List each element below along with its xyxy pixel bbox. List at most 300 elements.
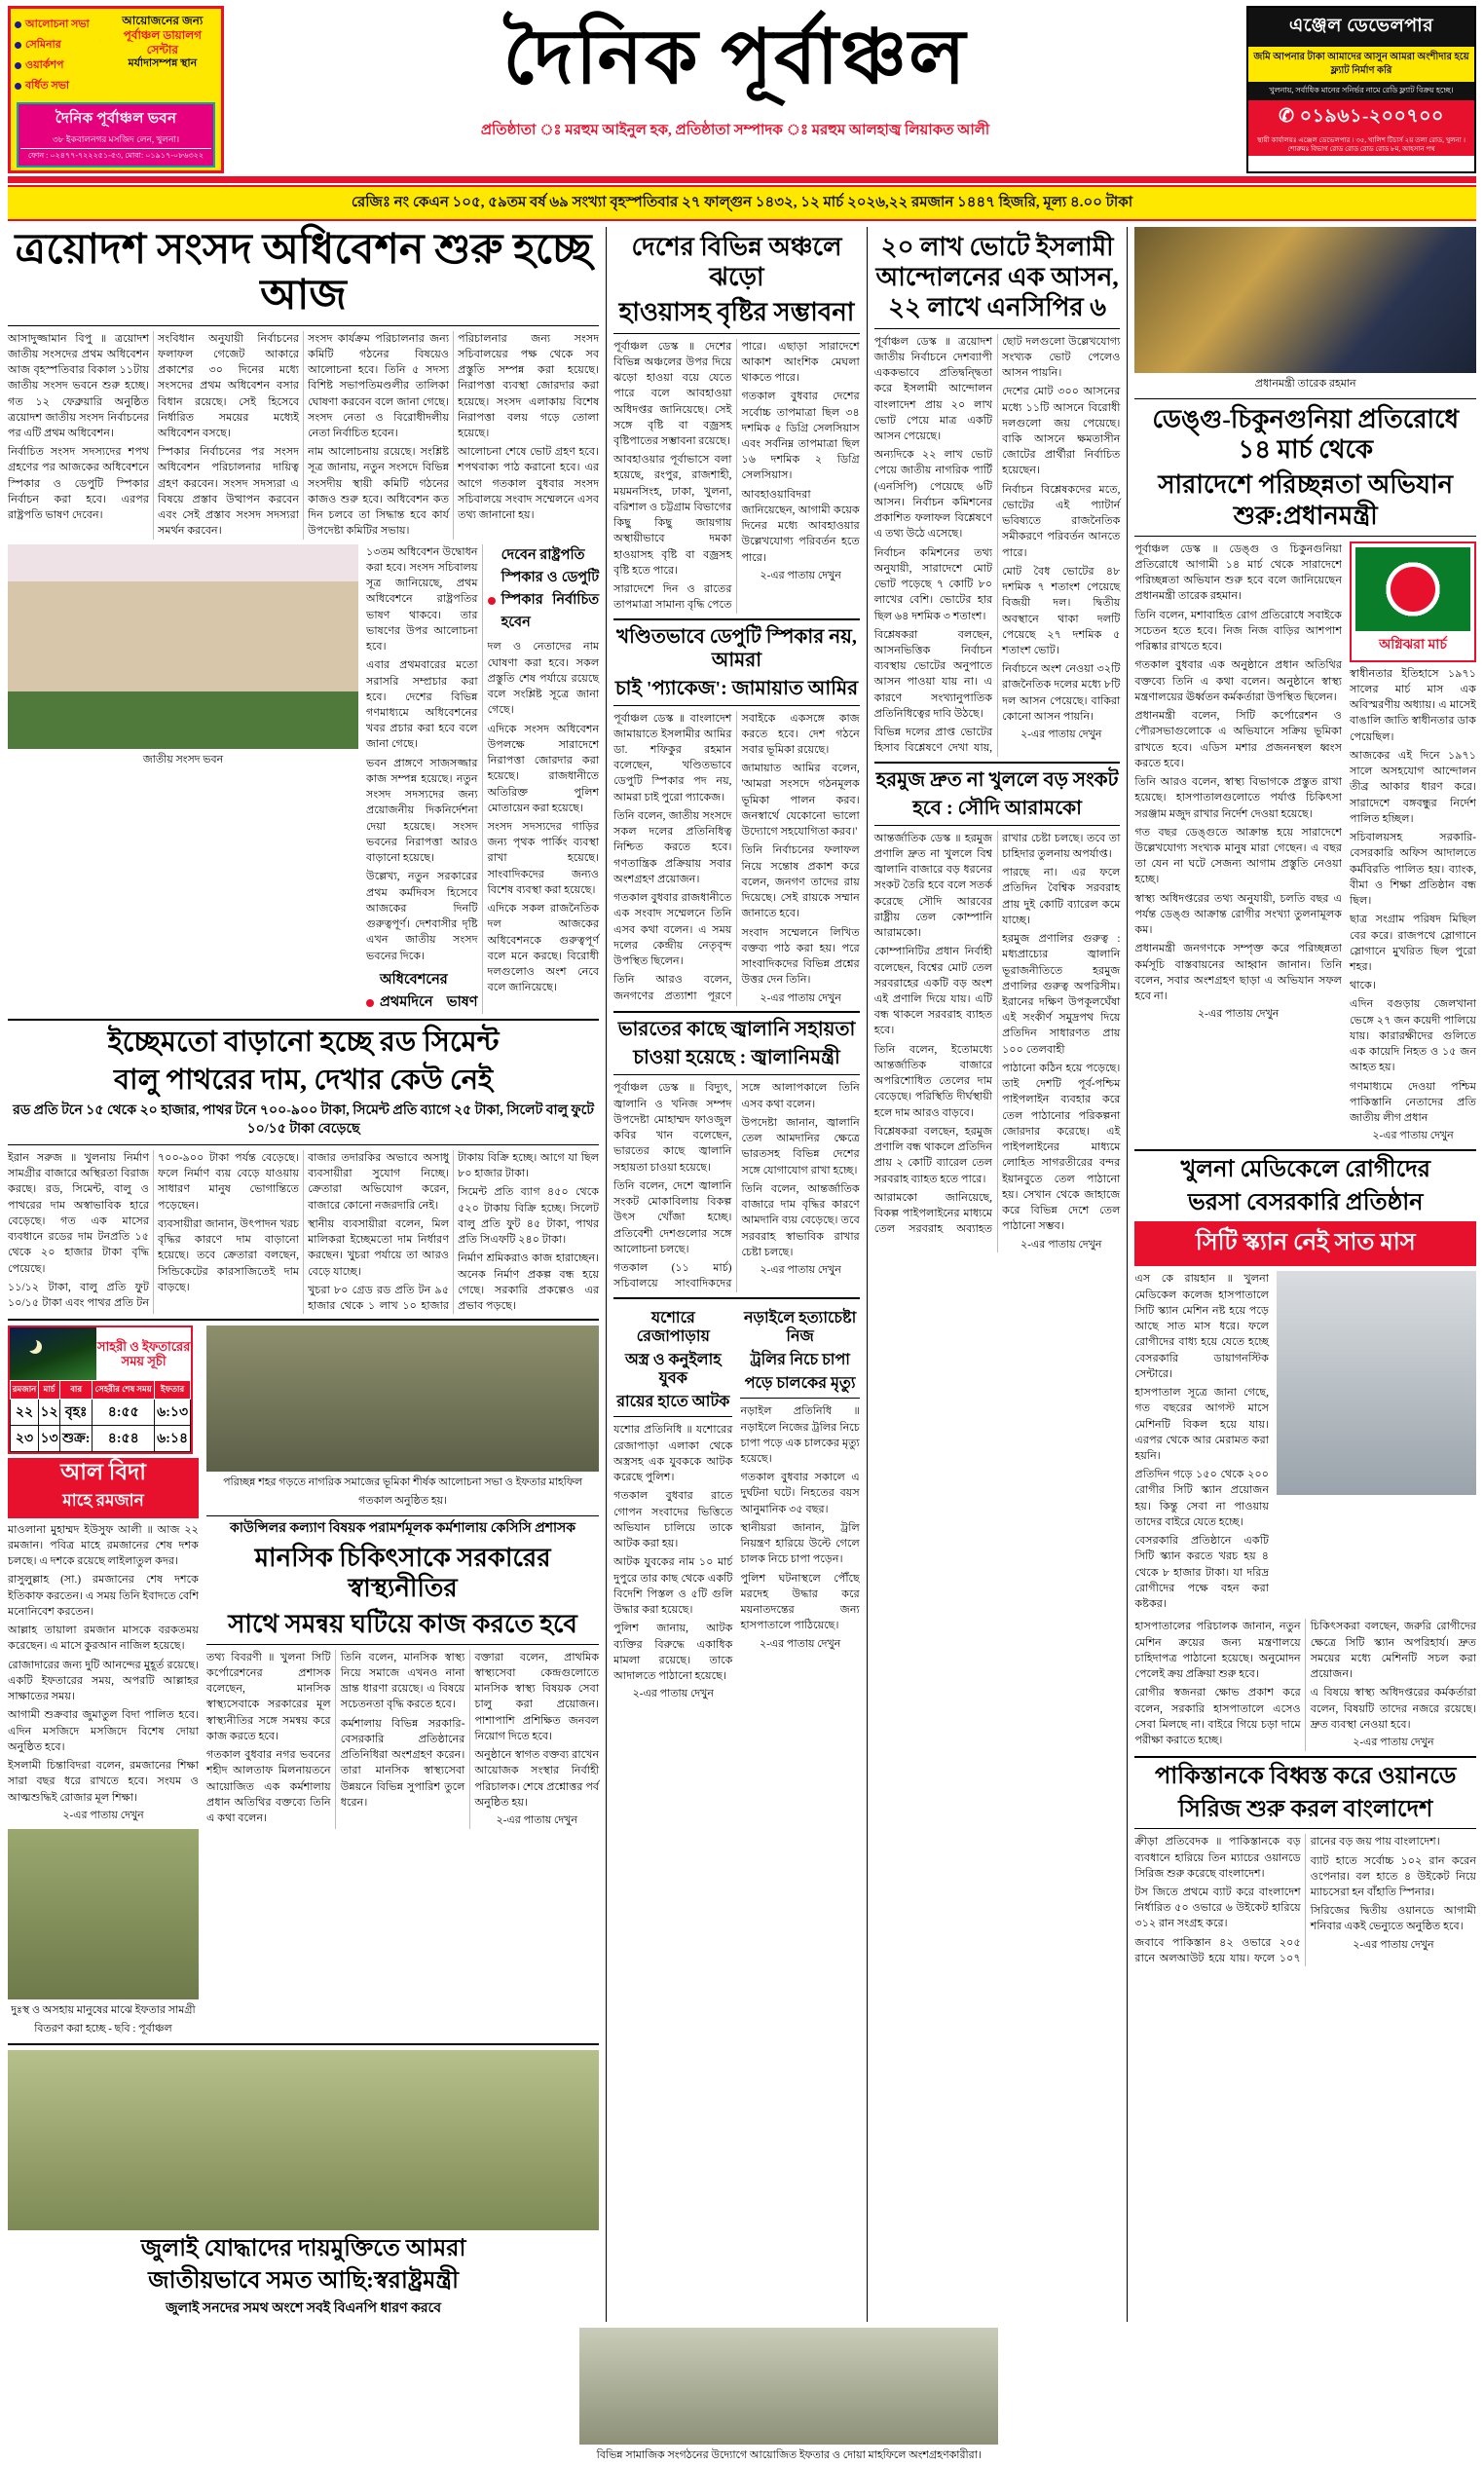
agni-body <box>1350 666 1476 1145</box>
paragraph: বিভিন্ন দলের প্রাপ্ত ভোটের হিসাব বিশ্লেষণে দেখা যায়, ছোট দলগুলো উল্লেখযোগ্য সংখ্যক ভোট পেলেও আসন পায়নি। <box>873 335 1121 755</box>
paragraph: পারছে না। এর ফলে প্রতিদিন বৈশ্বিক সরবরাহ প্রায় দুই কোটি ব্যারেল কমে যাচ্ছে। <box>1002 867 1121 926</box>
ad-right-tagline: খুলনায়, সর্বাধিক মানের সনির্ভর নামে রেডি ফ্ল্যাট বিক্রয় হচ্ছে। <box>1248 82 1474 100</box>
column-rule <box>867 227 868 2322</box>
continued-note: ২-এর পাতায় দেখুন <box>1020 1238 1102 1251</box>
photo-caption: জাতীয় সংসদ ভবন <box>142 753 224 766</box>
divider <box>8 1319 599 1321</box>
paragraph: সিমেন্ট প্রতি ব্যাগ ৪৫০ থেকে ৫২০ টাকায় বিক্রি হচ্ছে। সিলেট বালু প্রতি ফুট ৪৫ টাকা, পাথর প্রতি সিএফটি ২৪০ টাকা। <box>458 1186 600 1247</box>
paragraph: গণমাধ্যমে দেওয়া পশ্চিম পাকিস্তানি নেতাদের প্রতি জাতীয় লীগ প্রধান <box>1350 1080 1477 1125</box>
bottom-strip <box>8 2328 1476 2465</box>
medical-body-wrap <box>1134 1271 1476 1615</box>
column-right <box>1134 227 1476 2322</box>
paragraph: গতকাল বুধবার রাজধানীতে এক সংবাদ সম্মেলনে তিনি এসব কথা বলেন। এ সময় দলের কেন্দ্রীয় নেতৃবৃন্দ উপস্থিত ছিলেন। <box>613 892 732 968</box>
divider <box>8 325 599 326</box>
medical-body-left <box>1134 1271 1269 1615</box>
list-item <box>15 56 108 75</box>
prayer-article-body <box>8 1522 199 1824</box>
paragraph: পরিচালনার জন্য সংসদ সচিবালয়ের পক্ষ থেকে সব প্রস্তুতি সম্পন্ন করা হয়েছে। নিরাপত্তা ব্যবস্থা জোরদার করা হয়েছে। সংসদ এলাকায় বিশেষ নিরাপত্তা বলয় গড়ে তোলা হয়েছে। <box>458 332 600 439</box>
paragraph: নির্বাচনে অংশ নেওয়া ৩২টি রাজনৈতিক দলের মধ্যে ৮টি দল আসন পেয়েছে। বাকিরা কোনো আসন পায়নি। <box>1002 663 1121 723</box>
paragraph: গতকাল বুধবার রাতে গোপন সংবাদের ভিত্তিতে অভিযান চালিয়ে তাকে আটক করা হয়। <box>613 1490 733 1550</box>
ad-bullet-label: আলোচনা সভা <box>25 19 90 30</box>
bullet-dot-icon <box>15 83 21 90</box>
rod-cement-body <box>8 1150 599 1314</box>
paragraph: সংবিধান অনুযায়ী নির্বাচনের ফলাফল গেজেট আকারে প্রকাশের ৩০ দিনের মধ্যে সংসদের প্রথম অধিবেশন বসার বিধান রয়েছে। সেই হিসেবে নির্ধারিত সময়ের মধ্যেই অধিবেশন বসছে। <box>158 332 300 439</box>
hormuz-body <box>874 831 1121 1253</box>
deputy-headline-1: খণ্ডিতভাবে ডেপুটি স্পিকার নয়, আমরা <box>616 625 857 671</box>
masthead <box>8 6 1476 173</box>
column-rule <box>606 227 607 2322</box>
divider <box>740 1398 859 1399</box>
divider <box>206 1644 599 1645</box>
divider <box>1134 1149 1476 1151</box>
ct-photo-wrap <box>1277 1271 1476 1615</box>
paragraph: গতকাল বুধবার এক অনুষ্ঠানে প্রধান অতিথির বক্তব্যে তিনি এ কথা বলেন। অনুষ্ঠানে স্বাস্থ্য মন্ত্রণালয়ের ঊর্ধ্বতন কর্মকর্তারা উপস্থিত ছিলেন। <box>1134 659 1343 703</box>
list-item <box>488 567 600 635</box>
flag-artwork <box>1355 547 1470 631</box>
rod-cement-headline-2: বালু পাথরের দাম, দেখার কেউ নেই <box>114 1064 494 1097</box>
paragraph: সারাদেশে দিন ও রাতের তাপমাত্রা সামান্য বৃদ্ধি পেতে পারে। এছাড়া সারাদেশে আকাশ আংশিক মেঘলা থাকতে পারে। <box>613 340 860 612</box>
masthead-center <box>230 6 1241 173</box>
paragraph: নির্মাণ শ্রমিকরাও কাজ হারাচ্ছেন। অনেক নির্মাণ প্রকল্প বন্ধ হয়ে গেছে। সরকারি প্রকল্পেও এর প্রভাব পড়ছে। <box>458 1252 600 1313</box>
prayer-and-albida <box>8 1326 199 2037</box>
paragraph: গতকাল বুধবার সকালে এ দুর্ঘটনা ঘটে। নিহতের বয়স আনুমানিক ৩৫ বছর। <box>740 1472 860 1515</box>
paragraph: রোগীর স্বজনরা ক্ষোভ প্রকাশ করে বলেন, সরকারি হাসপাতালে এসেও সেবা মিলছে না। বাইরে গিয়ে চড়া দামে পরীক্ষা করাতে হচ্ছে। <box>1134 1687 1301 1746</box>
kcc-block <box>206 1326 599 2037</box>
tractor-headline-3: পড়ে চালকের মৃত্যু <box>744 1375 856 1393</box>
list-item <box>15 77 108 95</box>
divider <box>613 1416 732 1417</box>
continued-note: ২-এর পাতায় দেখুন <box>632 1688 714 1700</box>
paragraph: আলোচনা শেষে ভোট গ্রহণ হবে। শপথবাক্য পাঠ করানো হবে। এর আগে গতকাল বুধবার সংসদ সচিবালয়ে সংবাদ সম্মেলনে এসব তথ্য জানানো হয়। <box>458 446 600 522</box>
red-circle-icon <box>1391 567 1435 612</box>
ad-right-phone-row[interactable] <box>1248 100 1474 135</box>
ad-building-phone: ফোন : ০২৪৭৭-৭২২২৫১-৫৩, মোবা: ০১৯১৭-০৮৬৩২২ <box>20 148 211 163</box>
paragraph: আসাদুজ্জামান বিপু ॥ ত্রয়োদশ জাতীয় সংসদের প্রথম অধিবেশন আজ বৃহস্পতিবার বিকাল ১১টায় জাতীয় সংসদ ভবনে শুরু হচ্ছে। গত ১২ ফেব্রুয়ারি অনুষ্ঠিত ত্রয়োদশ জাতীয় সংসদ নির্বাচনের পর এটি প্রথম অধিবেশন। <box>8 332 150 439</box>
paragraph: হাসপাতালের পরিচালক জানান, নতুন মেশিন ক্রয়ের জন্য মন্ত্রণালয়ে চাহিদাপত্র পাঠানো হয়েছে। অনুমোদন পেলেই ক্রয় প্রক্রিয়া শুরু হবে। <box>1134 1621 1301 1681</box>
phone-icon: ✆ <box>1279 106 1300 127</box>
iftar-distribution-photo <box>8 1829 199 1999</box>
continued-note: ২-এর পাতায় দেখুন <box>62 1809 144 1821</box>
ad-building-name: দৈনিক পূর্বাঞ্চল ভবন <box>55 111 177 127</box>
kcc-headline-1: মানসিক চিকিৎসাকে সরকারের স্বাস্থ্যনীতির <box>254 1544 551 1603</box>
dengue-headline-1: ডেঙ্গু-চিকুনগুনিয়া প্রতিরোধে ১৪ মার্চ থেকে <box>1152 405 1460 465</box>
paragraph: সিরিজের দ্বিতীয় ওয়ানডে আগামী শনিবার একই ভেন্যুতে অনুষ্ঠিত হবে। <box>1310 1905 1477 1933</box>
divider <box>1134 536 1476 537</box>
albida-title: আল বিদা <box>8 1458 199 1487</box>
hormuz-headline-1: হরমুজ দ্রুত না খুললে বড় সংকট <box>875 768 1119 791</box>
july-event-photo <box>8 2050 599 2230</box>
islami-headline: ২০ লাখ ভোটে ইসলামী আন্দোলনের এক আসন, ২২ লাখে এনসিপির ৬ <box>875 233 1119 322</box>
ad-bullet-label: সেমিনার <box>25 39 61 51</box>
ad-line-1: আয়োজনের জন্য <box>122 14 204 27</box>
iftar-meeting-photo <box>206 1326 599 1472</box>
paragraph: তিনি বলেন, মানসিক স্বাস্থ্য নিয়ে সমাজে এখনও নানা ভ্রান্ত ধারণা রয়েছে। এ বিষয়ে সচেতনতা বৃদ্ধি করতে হবে। <box>340 1651 465 1711</box>
divider <box>206 1515 599 1516</box>
jessore-body <box>613 1422 732 1702</box>
agni-title: অগ্নিঝরা মার্চ <box>1379 637 1447 653</box>
paragraph: স্থানীয় ব্যবসায়ীরা বলেন, মিল মালিকরা ইচ্ছেমতো দাম নির্ধারণ করছেন। খুচরা পর্যায়ে তা আরও বেড়ে যাচ্ছে। <box>308 1217 450 1278</box>
paragraph: অন্যদিকে ২২ লাখ ভোট পেয়ে জাতীয় নাগরিক পার্টি (এনসিপি) পেয়েছে ৬টি আসন। নির্বাচন কমিশনের প্রকাশিত ফলাফল বিশ্লেষণে এ তথ্য উঠে এসেছে। <box>873 449 993 541</box>
paragraph: তিনি আরও বলেন, স্বাস্থ্য বিভাগকে প্রস্তুত রাখা হয়েছে। হাসপাতালগুলোতে পর্যাপ্ত চিকিৎসা সরঞ্জাম মজুদ রাখার নির্দেশ দেওয়া হয়েছে। <box>1134 776 1343 820</box>
paragraph: মোট বৈধ ভোটের ৪৮ দশমিক ৭ শতাংশ পেয়েছে বিজয়ী দল। দ্বিতীয় অবস্থানে থাকা দলটি পেয়েছে ২৭ দশমিক ৫ শতাংশ ভোট। <box>1002 565 1121 657</box>
photo-caption: দুঃস্থ ও অসহায় মানুষের মাঝে ইফতার সামগ্রী বিতরণ করা হচ্ছে - ছবি : পূর্বাঞ্চল <box>11 2003 196 2035</box>
bullet-label: স্পিকার ও ডেপুটি স্পিকার নির্বাচিত হবেন <box>501 569 600 631</box>
ad-left-text <box>108 14 217 97</box>
column-lead <box>8 227 599 2322</box>
continued-note: ২-এর পাতায় দেখুন <box>1353 1938 1434 1951</box>
paragraph: পূর্বাঞ্চল ডেস্ক ॥ দেশের বিভিন্ন অঞ্চলের উপর দিয়ে ঝড়ো হাওয়া বয়ে যেতে পারে বলে আবহাওয়া অধিদপ্তর জানিয়েছে। সেই সঙ্গে বৃষ্টি বা বজ্রসহ বৃষ্টিপাতের সম্ভাবনা রয়েছে। <box>613 340 732 447</box>
paragraph: আগামী শুক্রবার জুমাতুল বিদা পালিত হবে। এদিন মসজিদে মসজিদে বিশেষ দোয়া অনুষ্ঠিত হবে। <box>8 1709 199 1753</box>
paragraph: ব্যাট হাতে সর্বোচ্চ ১০২ রান করেন ওপেনার। বল হাতে ৪ উইকেট নিয়ে ম্যাচসেরা হন বাঁহাতি স্পিনার। <box>1310 1854 1477 1898</box>
rainbow-divider <box>8 176 1476 183</box>
cell: শুক্র: <box>60 1426 93 1452</box>
paragraph: স্বাধীনতার ইতিহাসে ১৯৭১ সালের মার্চ মাস এক অবিস্মরণীয় অধ্যায়। এ মাসেই বাঙালি জাতি স্বাধীনতার ডাক পেয়েছিল। <box>1350 667 1477 743</box>
paragraph: অনুষ্ঠানে স্বাগত বক্তব্য রাখেন আয়োজক সংস্থার নির্বাহী পরিচালক। শেষে প্রশ্নোত্তর পর্ব অনুষ্ঠিত হয়। <box>474 1749 600 1809</box>
kcc-body <box>206 1650 599 1829</box>
bottom-event-photo <box>579 2328 998 2445</box>
paragraph: বেসরকারি প্রতিষ্ঠানে একটি সিটি স্ক্যান করতে খরচ হয় ৪ থেকে ৮ হাজার টাকা। যা দরিদ্র রোগীদের পক্ষে বহন করা কষ্টকর। <box>1134 1535 1270 1611</box>
founder-line: প্রতিষ্ঠাতা ঃ মরহুম আইনুল হক, প্রতিষ্ঠাতা সম্পাদক ঃ মরহুম আলহাজ্ব লিয়াকত আলী <box>480 123 990 138</box>
divider <box>8 2043 599 2045</box>
continued-note: ২-এর পাতায় দেখুন <box>759 1637 841 1650</box>
ct-scan-band: সিটি স্ক্যান নেই সাত মাস <box>1134 1221 1476 1266</box>
bottom-event-photo-wrap <box>579 2328 998 2465</box>
divider <box>613 705 860 706</box>
paragraph: পুলিশ ঘটনাস্থলে পৌঁছে মরদেহ উদ্ধার করে ময়নাতদন্তের জন্য হাসপাতালে পাঠিয়েছে। <box>740 1572 860 1632</box>
paragraph: গতকাল বুধবার দেশের সর্বোচ্চ তাপমাত্রা ছিল ৩৪ দশমিক ৫ ডিগ্রি সেলসিয়াস এবং সর্বনিম্ন তাপমাত্রা ছিল ১৬ দশমিক ২ ডিগ্রি সেলসিয়াস। <box>741 391 860 482</box>
paragraph: এবার প্রথমবারের মতো সরাসরি সম্প্রচার করা হবে। দেশের বিভিন্ন গণমাধ্যমে অধিবেশনের খবর প্রচার করা হবে বলে জানা গেছে। <box>366 659 478 751</box>
paragraph: পূর্বাঞ্চল ডেস্ক ॥ ত্রয়োদশ জাতীয় নির্বাচনে দেশব্যাপী এককভাবে প্রতিদ্বন্দ্বিতা করে ইসলামী আন্দোলন বাংলাদেশ প্রায় ২০ লাখ ভোট পেয়ে মাত্র একটি আসন পেয়েছে। <box>873 335 993 442</box>
divider <box>1134 398 1476 399</box>
lower-left-block <box>8 1326 599 2037</box>
paragraph: সংবাদ সম্মেলনে লিখিত বক্তব্য পাঠ করা হয়। পরে সাংবাদিকদের বিভিন্ন প্রশ্নের উত্তর দেন তিনি। <box>741 926 860 987</box>
lead-headline: ত্রয়োদশ সংসদ অধিবেশন শুরু হচ্ছে আজ <box>15 227 592 319</box>
paragraph: আজকের এই দিনে ১৯৭১ সালে অসহযোগ আন্দোলন তীব্র আকার ধারণ করে। সারাদেশে বঙ্গবন্ধুর নির্দেশ পালিত হচ্ছিল। <box>1350 749 1477 825</box>
cell: ৪:৫৫ <box>93 1400 155 1426</box>
ad-bullet-list <box>15 14 108 97</box>
paragraph: আটক যুবকের নাম ১০ মার্চ দুপুরে তার কাছ থেকে একটি বিদেশি পিস্তল ও ৫টি গুলি উদ্ধার করা হয়েছে। <box>613 1556 733 1617</box>
hormuz-headline-2: হবে : সৌদি আরামকো <box>912 797 1082 819</box>
medical-headline-1: খুলনা মেডিকেলে রোগীদের <box>1180 1157 1430 1183</box>
paragraph: তিনি বলেন, দেশে জ্বালানি সংকট মোকাবিলায় বিকল্প উৎস খোঁজা হচ্ছে। প্রতিবেশী দেশগুলোর সঙ্গে আলোচনা চলছে। <box>613 1179 732 1255</box>
cell: ৬:১৩ <box>155 1400 191 1426</box>
fuel-headline-2: চাওয়া হয়েছে : জ্বালানিমন্ত্রী <box>633 1047 840 1069</box>
cell: ৬:১৪ <box>155 1426 191 1452</box>
paragraph: হরমুজ প্রণালির গুরুত্ব : মধ্যপ্রাচ্যের জ্বালানি ভূরাজনীতিতে হরমুজ প্রণালির গুরুত্ব অপরিসীম। ইরানের দক্ষিণ উপকূলঘেঁষা এই সংকীর্ণ সমুদ্রপথ দিয়ে প্রতিদিন সাধারণত প্রায় ১০০ তেলবাহী <box>1002 933 1121 1056</box>
prayer-time-box <box>8 1326 193 1454</box>
paragraph: থাকে। <box>1350 980 1376 992</box>
ad-right-name: এঞ্জেল ডেভেলপার <box>1248 8 1474 47</box>
list-item <box>15 16 108 34</box>
paragraph: তিনি বলেন, মশাবাহিত রোগ প্রতিরোধে সবাইকে সচেতন হতে হবে। নিজ নিজ বাড়ির আশপাশ পরিষ্কার রাখতে হবে। <box>1134 609 1343 654</box>
prayer-box-header <box>10 1327 191 1380</box>
paragraph: এদিকে সংসদ অধিবেশন উপলক্ষে সারাদেশে নিরাপত্তা জোরদার করা হয়েছে। রাজধানীতে অতিরিক্ত পুলিশ মোতায়েন করা হয়েছে। <box>487 723 600 814</box>
divider <box>613 1297 860 1299</box>
paragraph: ইসলামী চিন্তাবিদরা বলেন, রমজানের শিক্ষা সারা বছর ধরে রাখতে হবে। সংযম ও আত্মশুদ্ধিই রোজার মূল শিক্ষা। <box>8 1760 199 1804</box>
july-subhead: জুলাই সনদের সমথ অংশে সবই বিএনপি ধারণ করবে <box>166 2300 441 2316</box>
col-sehri: সেহরীর শেষ সময় <box>93 1381 155 1400</box>
paragraph: তিনি বলেন, জাতীয় সংসদে সকল দলের প্রতিনিধিত্ব নিশ্চিত করতে হবে। গণতান্ত্রিক প্রক্রিয়ায় সবার অংশগ্রহণ প্রয়োজন। <box>613 809 732 885</box>
paragraph: কোম্পানিটির প্রধান নির্বাহী বলেছেন, বিশ্বের মোট তেল সরবরাহের একটি বড় অংশ এই প্রণালি দিয়ে যায়। এটি বন্ধ থাকলে সরবরাহ ব্যাহত হবে। <box>873 946 993 1037</box>
paragraph: বক্তারা বলেন, প্রাথমিক স্বাস্থ্যসেবা কেন্দ্রগুলোতে মানসিক স্বাস্থ্য বিষয়ক সেবা চালু করা প্রয়োজন। পাশাপাশি প্রশিক্ষিত জনবল নিয়োগ দিতে হবে। <box>474 1651 600 1742</box>
dengue-body <box>1134 542 1342 1145</box>
parliament-building-photo <box>8 544 358 749</box>
weather-headline-1: দেশের বিভিন্ন অঞ্চলে ঝড়ো <box>631 233 842 292</box>
paragraph: নড়াইল প্রতিনিধি ॥ নড়াইলে নিজের ট্রলির নিচে চাপা পড়ে এক চালকের মৃত্যু হয়েছে। <box>740 1405 860 1465</box>
main-content <box>8 227 1476 2322</box>
paragraph: পুলিশ জানায়, আটক ব্যক্তির বিরুদ্ধে একাধিক মামলা রয়েছে। তাকে আদালতে পাঠানো হয়েছে। <box>613 1623 733 1682</box>
photo-caption: পরিচ্ছন্ন শহর গড়তে নাগরিক সমাজের ভূমিকা শীর্ষক আলোচনা সভা ও ইফতার মাহফিল গতকাল অনুষ্ঠিত হয়। <box>223 1476 583 1508</box>
lead-photo-and-text <box>8 544 599 1014</box>
paragraph: পূর্বাঞ্চল ডেস্ক ॥ বাংলাদেশ জামায়াতে ইসলামীর আমির ডা. শফিকুর রহমান বলেছেন, খণ্ডিতভাবে ডেপুটি স্পিকার পদ নয়, আমরা চাই পুরো প্যাকেজ। <box>613 712 732 803</box>
divider <box>613 1011 860 1013</box>
mosque-night-image <box>10 1327 96 1380</box>
bullet-dot-icon <box>15 21 21 28</box>
lead-body <box>8 331 599 540</box>
ad-bullet-label: ওয়ার্কশপ <box>25 59 64 71</box>
kcc-headline-2: সাথে সমন্বয় ঘটিয়ে কাজ করতে হবে <box>228 1609 577 1638</box>
paragraph: ১১/১২ টাকা, বালু প্রতি ফুট ১০/১৫ টাকা এবং পাথর প্রতি টন ৭০০-৯০০ টাকা পর্যন্ত বেড়েছে। ফলে নির্মাণ ব্যয় বেড়ে যাওয়ায় সাধারণ মানুষ ভোগান্তিতে পড়েছেন। <box>8 1151 300 1310</box>
jessore-headline-3: রায়ের হাতে আটক <box>616 1394 730 1411</box>
islami-body <box>874 334 1121 757</box>
paragraph: নাম আলোচনায় রয়েছে। সংশ্লিষ্ট সূত্র জানায়, নতুন সংসদে বিভিন্ন সংসদীয় স্থায়ী কমিটি গঠনের কাজও শুরু হবে। অধিবেশন কত দিন চলবে তা সিদ্ধান্ত হবে কার্য উপদেষ্টা কমিটির সভায়। <box>308 446 450 538</box>
paragraph: গত বছর ডেঙ্গুতে আক্রান্ত হয়ে সারাদেশে উল্লেখযোগ্য সংখ্যক মানুষ মারা গেছেন। এ বছর তা যেন না ঘটে সেজন্য আগাম প্রস্তুতি নেওয়া হচ্ছে। <box>1134 826 1343 886</box>
col-iftar: ইফতার <box>155 1381 191 1400</box>
paragraph: তিনি আরও বলেন, জনগণের প্রত্যাশা পূরণে সবাইকে একসঙ্গে কাজ করতে হবে। দেশ গঠনে সবার ভূমিকা রয়েছে। <box>613 712 860 1002</box>
paragraph: ইরান সরুজ ॥ খুলনায় নির্মাণ সামগ্রীর বাজারে অস্থিরতা বিরাজ করছে। রড, সিমেন্ট, বালু ও পাথরের দাম অস্বাভাবিক হারে বেড়েছে। গত এক মাসের ব্যবধানে রডের দাম টনপ্রতি ১৫ থেকে ২০ হাজার টাকা বৃদ্ধি পেয়েছে। <box>8 1151 150 1275</box>
deputy-headline-2: চাই 'প্যাকেজ': জামায়াত আমির <box>614 677 859 699</box>
paragraph: ১৩তম অধিবেশন উদ্বোধন করা হবে। সংসদ সচিবালয় সূত্র জানিয়েছে, প্রথম অধিবেশনে রাষ্ট্রপতির ভাষণ থাকবে। তার ভাষণের উপর আলোচনা হবে। <box>366 545 478 654</box>
ct-scan-machine-photo <box>1277 1271 1476 1495</box>
ad-building-address: ৩৮ ইকবালনগর মসজিদ লেন, খুলনা। <box>52 134 180 144</box>
ad-right-phone: ০১৯৬১-২০০৭০০ <box>1299 106 1444 127</box>
bullet-dot-icon <box>366 999 374 1007</box>
paragraph: দল ও নেতাদের নাম ঘোষণা করা হবে। সকল প্রস্তুতি শেষ পর্যায়ে রয়েছে বলে সংশ্লিষ্ট সূত্রে জানা গেছে। <box>487 641 600 717</box>
prayer-box-title: সাহরী ও ইফতারের সময় সূচী <box>96 1327 191 1380</box>
paragraph: নির্বাচিত সংসদ সদস্যদের শপথ গ্রহণের পর আজকের অধিবেশনে স্পিকার ও ডেপুটি স্পিকার নির্বাচন করা হবে। এরপর রাষ্ট্রপতি ভাষণ দেবেন। <box>8 446 150 522</box>
paragraph: হাসপাতাল সূত্রে জানা গেছে, গত বছরের আগস্ট মাসে মেশিনটি বিকল হয়ে যায়। এরপর থেকে আর মেরামত করা হয়নি। <box>1134 1387 1270 1463</box>
cell: ১৩ <box>38 1426 59 1452</box>
paragraph: পূর্বাঞ্চল ডেস্ক ॥ বিদ্যুৎ, জ্বালানি ও খনিজ সম্পদ উপদেষ্টা মোহাম্মদ ফাওজুল কবির খান বলেছেন, ভারতের কাছে জ্বালানি সহায়তা চাওয়া হয়েছে। <box>613 1082 732 1174</box>
deputy-body <box>613 711 860 1007</box>
cricket-headline-1: পাকিস্তানকে বিধ্বস্ত করে ওয়ানডে <box>1154 1764 1457 1790</box>
paragraph: বিশ্লেষকরা বলছেন, আসনভিত্তিক নির্বাচন ব্যবস্থায় ভোটের অনুপাতে আসন পাওয়া যায় না। এ কারণে সংখ্যানুপাতিক প্রতিনিধিত্বের দাবি উঠছে। <box>873 628 993 720</box>
divider <box>613 1074 860 1075</box>
paragraph: পূর্বাঞ্চল ডেস্ক ॥ ডেঙ্গু ও চিকুনগুনিয়া প্রতিরোধে আগামী ১৪ মার্চ থেকে সারাদেশে পরিচ্ছন্নতা অভিযান শুরু হবে বলে জানিয়েছেন প্রধানমন্ত্রী তারেক রহমান। <box>1134 542 1343 603</box>
paragraph: আন্তর্জাতিক ডেস্ক ॥ হরমুজ প্রণালি দ্রুত না খুললে বিশ্ব জ্বালানি বাজারে বড় ধরনের সংকট তৈরি হবে বলে সতর্ক করেছে সৌদি আরবের রাষ্ট্রীয় তেল কোম্পানি আরামকো। <box>873 832 993 940</box>
two-briefs <box>613 1304 860 1703</box>
list-item <box>15 36 108 55</box>
july-headline-1: জুলাই যোদ্ধাদের দায়মুক্তিতে আমরা <box>140 2235 466 2261</box>
continued-note: ২-এর পাতায় দেখুন <box>760 569 841 581</box>
paragraph: স্বাস্থ্য অধিদপ্তরের তথ্য অনুযায়ী, চলতি বছর এ পর্যন্ত ডেঙ্গু আক্রান্ত রোগীর সংখ্যা তুলনামূলক কম। <box>1134 892 1343 937</box>
paragraph: দেশের মোট ৩০০ আসনের মধ্যে ১১টি আসনে বিরোধী দলগুলো জয় পেয়েছে। বাকি আসনে ক্ষমতাসীন জোটের প্রার্থীরা নির্বাচিত হয়েছেন। <box>1002 386 1121 477</box>
paragraph: তিনি বলেন, ইতোমধ্যে আন্তর্জাতিক বাজারে অপরিশোধিত তেলের দাম বেড়েছে। পরিস্থিতি দীর্ঘস্থায়ী হলে দাম আরও বাড়বে। <box>873 1043 993 1119</box>
bottom-left-spacer <box>8 2328 572 2465</box>
col-march: মার্চ <box>38 1381 59 1400</box>
paragraph: আবহাওয়ার পূর্বাভাসে বলা হয়েছে, রংপুর, রাজশাহী, ময়মনসিংহ, ঢাকা, খুলনা, বরিশাল ও চট্টগ্রাম বিভাগের কিছু কিছু জায়গায় অস্থায়ীভাবে দমকা হাওয়াসহ বৃষ্টি বা বজ্রসহ বৃষ্টি হতে পারে। <box>613 454 732 577</box>
divider <box>613 333 860 334</box>
paragraph: ভবন প্রাঙ্গণে সাজসজ্জার কাজ সম্পন্ন হয়েছে। নতুন সংসদ সদস্যদের জন্য প্রয়োজনীয় দিকনির্দেশনা দেয়া হয়েছে। সংসদ ভবনের নিরাপত্তা আরও বাড়ানো হয়েছে। <box>366 757 478 865</box>
divider <box>874 762 1121 764</box>
paragraph: প্রতিদিন গড়ে ১৫০ থেকে ২০০ রোগীর সিটি স্ক্যান প্রয়োজন হয়। কিন্তু সেবা না পাওয়ায় তাদের বাইরে যেতে হচ্ছে। <box>1134 1469 1270 1528</box>
tractor-headline-2: ট্রলির নিচে চাপা <box>750 1351 850 1368</box>
paragraph: ব্যবসায়ীরা জানান, উৎপাদন খরচ বৃদ্ধির কারণে দাম বাড়ানো হয়েছে। তবে ক্রেতারা বলছেন, সিন্ডিকেটের কারসাজিতেই দাম বাড়ছে। <box>158 1217 300 1293</box>
ad-left-dialogue-center[interactable] <box>8 6 224 173</box>
paragraph: ছাত্র সংগ্রাম পরিষদ মিছিল বের করে। রাজপথে স্লোগানে স্লোগানে মুখরিত ছিল পুরো শহর। <box>1350 914 1477 973</box>
paragraph: গতকাল বুধবার নগর ভবনের শহীদ আলতাফ মিলনায়তনে আয়োজিত এক কর্মশালায় প্রধান অতিথির বক্তব্যে তিনি এ কথা বলেন। <box>206 1749 331 1825</box>
fuel-body <box>613 1080 860 1291</box>
ad-left-building-block <box>17 102 215 168</box>
paragraph: মাওলানা মুহাম্মদ ইউসুফ আলী ॥ আজ ২২ রমজান। পবিত্র মাহে রমজানের শেষ দশক চলছে। এ দশকে রয়েছে লাইলাতুল কদর। <box>8 1523 199 1568</box>
dateline-bar: রেজিঃ নং কেএন ১০৫, ৫৯তম বর্ষ ৬৯ সংখ্যা বৃহস্পতিবার ২৭ ফাল্গুন ১৪৩২, ১২ মার্চ ২০২৬,২২ রমজান ১৪৪৭ হিজরি, মূল্য ৪.০০ টাকা <box>8 185 1476 221</box>
col-ramadan: রমজান <box>11 1381 39 1400</box>
continued-note: ২-এর পাতায় দেখুন <box>760 991 841 1004</box>
paragraph: বাজার তদারকির অভাবে অসাধু ব্যবসায়ীরা সুযোগ নিচ্ছে। ক্রেতারা অভিযোগ করেন, বাজারে কোনো নজরদারি নেই। <box>308 1151 450 1212</box>
rod-cement-headline-1: ইচ্ছেমতো বাড়ানো হচ্ছে রড সিমেন্ট <box>107 1027 500 1059</box>
cell: বৃহঃ <box>60 1400 93 1426</box>
moon-icon <box>23 1337 37 1351</box>
column-rule <box>1127 227 1128 2322</box>
bottom-right-spacer <box>1006 2328 1476 2465</box>
bullet-dot-icon <box>15 62 21 69</box>
paragraph: নির্বাচন কমিশনের তথ্য অনুযায়ী, সারাদেশে মোট ভোট পড়েছে ৭ কোটি ৮০ লাখের বেশি। ভোটের হার ছিল ৬৪ দশমিক ৩ শতাংশ। <box>873 546 993 622</box>
wave-decoration-icon <box>99 13 102 69</box>
continued-note: ২-এর পাতায় দেখুন <box>1353 1737 1434 1748</box>
divider <box>874 328 1121 329</box>
paragraph: এ বিষয়ে স্বাস্থ্য অধিদপ্তরের কর্মকর্তারা বলেন, বিষয়টি তাদের নজরে রয়েছে। দ্রুত ব্যবস্থা নেওয়া হবে। <box>1310 1687 1477 1731</box>
agni-column <box>1350 542 1476 1145</box>
newspaper-title: দৈনিক পূর্বাঞ্চল <box>502 15 968 99</box>
paragraph: এস কে রায়হান ॥ খুলনা মেডিকেল কলেজ হাসপাতালে সিটি স্ক্যান মেশিন নষ্ট হয়ে পড়ে আছে সাত মাস ধরে। ফলে রোগীদের বাধ্য হয়ে যেতে হচ্ছে বেসরকারি ডায়াগনস্টিক সেন্টারে। <box>1134 1273 1270 1380</box>
ad-left-top <box>13 11 219 100</box>
bullet-dot-icon <box>15 42 21 49</box>
paragraph: রোজাদারের জন্য দুটি আনন্দের মুহূর্ত রয়েছে। একটি ইফতারের সময়, অপরটি আল্লাহর সাক্ষাতের সময়। <box>8 1659 199 1703</box>
continued-note: ২-এর পাতায় দেখুন <box>1020 728 1102 741</box>
prayer-time-table <box>10 1380 191 1452</box>
kcc-kicker: কাউন্সিলর কল্যাণ বিষয়ক পরামর্শমূলক কর্মশালায় কেসিসি প্রশাসক <box>230 1521 576 1537</box>
divider <box>1134 1828 1476 1829</box>
photo-caption: প্রধানমন্ত্রী তারেক রহমান <box>1254 378 1356 390</box>
cricket-body <box>1134 1834 1476 1966</box>
divider <box>613 618 860 620</box>
bullet-label: অধিবেশনের প্রথমদিনে ভাষণ দেবেন রাষ্ট্রপতি <box>380 546 585 1010</box>
jessore-brief <box>613 1304 732 1703</box>
column-islami-hormuz <box>874 227 1121 2322</box>
paragraph: উল্লেখ্য, নতুন সরকারের প্রথম কর্মদিবস হিসেবে আজকের দিনটি গুরুত্বপূর্ণ। দেশবাসীর দৃষ্টি এখন জাতীয় সংসদ ভবনের দিকে। <box>366 871 478 962</box>
lead-body-2 <box>366 544 599 1014</box>
rod-cement-subhead: রড প্রতি টনে ১৫ থেকে ২০ হাজার, পাথর টনে ৭০০-৯০০ টাকা, সিমেন্ট প্রতি ব্যাগে ২৫ টাকা, সিলেট বালু ফুটে ১০/১৫ টাকা বেড়েছে <box>13 1102 594 1138</box>
ad-right-angel-developer[interactable] <box>1246 6 1476 173</box>
continued-note: ২-এর পাতায় দেখুন <box>760 1264 841 1277</box>
photo-caption: বিভিন্ন সামাজিক সংগঠনের উদ্যোগে আয়োজিত ইফতার ও দোয়া মাহফিলে অংশগ্রহণকারীরা। <box>596 2449 982 2462</box>
jessore-headline-1: যশোরে রেজাপাড়ায় <box>636 1309 710 1345</box>
continued-note: ২-এর পাতায় দেখুন <box>1372 1130 1454 1142</box>
paragraph: আবহাওয়াবিদরা জানিয়েছেন, আগামী কয়েক দিনের মধ্যে আবহাওয়ার উল্লেখযোগ্য পরিবর্তন হতে পারে। <box>741 488 860 564</box>
divider <box>1134 1756 1476 1758</box>
divider <box>8 1144 599 1145</box>
paragraph: যশোর প্রতিনিধি ॥ যশোরের রেজাপাড়া এলাকা থেকে অস্ত্রসহ এক যুবককে আটক করেছে পুলিশ। <box>613 1424 733 1484</box>
ad-bullet-label: বর্ধিত সভা <box>25 80 70 92</box>
paragraph: সংসদ কার্যক্রম পরিচালনার জন্য কমিটি গঠনের বিষয়েও আলোচনা হবে। তিনি ৫ সদস্য বিশিষ্ট সভাপতিমণ্ডলীর তালিকা ঘোষণা করবেন বলে জানা গেছে। সংসদ নেতা ও বিরোধীদলীয় নেতা নির্বাচিত হবেন। <box>308 332 450 439</box>
paragraph: নির্বাচন বিশ্লেষকদের মতে, ভোটের এই প্যাটার্ন ভবিষ্যতে রাজনৈতিক সমীকরণে পরিবর্তন আনতে পারে। <box>1002 483 1121 559</box>
weather-headline-2: হাওয়াসহ বৃষ্টির সম্ভাবনা <box>618 298 855 327</box>
paragraph: স্পিকার নির্বাচনের পর সংসদ অধিবেশন পরিচালনার দায়িত্ব গ্রহণ করবেন। সংসদ সদস্যরা এ বিষয়ে প্রস্তাব উত্থাপন করবেন এবং সেই প্রস্তাব সংসদ সদস্যরা সমর্থন করবেন। <box>158 446 300 538</box>
paragraph: তিনি বলেন, আন্তর্জাতিক বাজারে দাম বৃদ্ধির কারণে আমদানি ব্যয় বেড়েছে। তবে সরবরাহ স্বাভাবিক রাখার চেষ্টা চলছে। <box>741 1182 860 1258</box>
col-day: বার <box>60 1381 93 1400</box>
medical-headline-2: ভরসা বেসরকারি প্রতিষ্ঠান <box>1187 1189 1424 1215</box>
paragraph: চিকিৎসকরা বলছেন, জরুরি রোগীদের ক্ষেত্রে সিটি স্ক্যান অপরিহার্য। দ্রুত সময়ের মধ্যে মেশিনটি সচল করা প্রয়োজন। <box>1310 1621 1477 1681</box>
paragraph: উপদেষ্টা জানান, জ্বালানি তেল আমদানির ক্ষেত্রে ভারতসহ বিভিন্ন দেশের সঙ্গে যোগাযোগ রাখা হচ্ছে। <box>741 1116 860 1176</box>
ad-line-2: পূর্বাঞ্চল ডায়ালগ সেন্টার <box>123 28 203 56</box>
ad-line-3: মর্যাদাসম্পন্ন স্থান <box>128 57 198 69</box>
paragraph: খুচরা ৮০ গ্রেড রড প্রতি টন ৯৫ হাজার থেকে ১ লাখ ১০ হাজার টাকায় বিক্রি হচ্ছে। আগে যা ছিল ৮০ হাজার টাকা। <box>308 1151 600 1313</box>
bullet-dot-icon <box>488 597 496 605</box>
july-headline-2: জাতীয়ভাবে সমত আছি:স্বরাষ্ট্রমন্ত্রী <box>148 2268 459 2295</box>
paragraph: জামায়াত আমির বলেন, 'আমরা সংসদে গঠনমূলক ভূমিকা পালন করব। জনস্বার্থে যেকোনো ভালো উদ্যোগে সহযোগিতা করব।' <box>741 763 860 839</box>
table-row <box>11 1426 191 1452</box>
lead-photo-wrap <box>8 544 358 1014</box>
cell: ৪:৫৪ <box>93 1426 155 1452</box>
ad-right-pitch: জমি আপনার টাকা আমাদের আসুন আমরা অংশীদার হয়ে ফ্ল্যাট নির্মাণ করি <box>1248 47 1474 82</box>
weather-body <box>613 339 860 614</box>
paragraph: সচিবালয়সহ সরকারি-বেসরকারি অফিস আদালতে কর্মবিরতি পালিত হয়। ব্যাংক, বীমা ও শিক্ষা প্রতিষ্ঠান বন্ধ ছিল। <box>1350 832 1477 908</box>
prime-minister-photo <box>1134 227 1476 373</box>
tractor-body <box>740 1403 859 1652</box>
paragraph: পাঠানো কঠিন হয়ে পড়েছে। তাই দেশটি পূর্ব-পশ্চিম পাইপলাইন ব্যবহার করে তেল পাঠানোর পরিকল্পনা জোরদার করেছে। এই পাইপলাইনের মাধ্যমে লোহিত সাগরতীরের বন্দর ইয়ানবুতে তেল পাঠানো হয়। সেখান থেকে জাহাজে করে বিভিন্ন দেশে তেল পাঠানো সম্ভব। <box>1002 1062 1121 1233</box>
jessore-headline-2: অস্ত্র ও কনুইলাহ যুবক <box>624 1351 722 1388</box>
paragraph: আরামকো জানিয়েছে, বিকল্প পাইপলাইনের মাধ্যমে তেল সরবরাহ অব্যাহত রাখার চেষ্টা চলছে। তবে তা চাহিদার তুলনায় অপর্যাপ্ত। <box>873 832 1121 1236</box>
paragraph: সংসদ সদস্যদের গাড়ির জন্য পৃথক পার্কিং ব্যবস্থা রাখা হয়েছে। সাংবাদিকদের জন্যও বিশেষ ব্যবস্থা করা হয়েছে। <box>487 820 600 896</box>
cricket-headline-2: সিরিজ শুরু করল বাংলাদেশ <box>1178 1796 1433 1822</box>
cell: ১২ <box>38 1400 59 1426</box>
medical-body-rest <box>1134 1619 1476 1751</box>
continued-note: ২-এর পাতায় দেখুন <box>1198 1008 1280 1021</box>
paragraph: স্থানীয়রা জানান, ট্রলি নিয়ন্ত্রণ হারিয়ে উল্টে গেলে চালক নিচে চাপা পড়েন। <box>740 1521 860 1566</box>
paragraph: প্রধানমন্ত্রী জনগণকে সম্পৃক্ত করে পরিচ্ছন্নতা কর্মসূচি বাস্তবায়নের আহ্বান জানান। তিনি বলেন, সবার অংশগ্রহণ ছাড়া এ অভিযান সফল হবে না। <box>1134 943 1343 1003</box>
paragraph: এদিন বগুড়ায় জেলখানা ভেঙ্গে ২৭ জন কয়েদী পালিয়ে যায়। কারারক্ষীদের গুলিতে এক কায়েদি নিহত ও ১৫ জন আহত হয়। <box>1350 998 1477 1074</box>
agnijhora-march-box <box>1350 542 1476 662</box>
paragraph: রাসুলুল্লাহ (সা.) রমজানের শেষ দশকে ইতিকাফ করতেন। এ সময় তিনি ইবাদতে বেশি মনোনিবেশ করতেন। <box>8 1574 199 1618</box>
divider <box>874 825 1121 826</box>
albida-subtitle: মাহে রমজান <box>8 1488 199 1518</box>
paragraph: বিশ্লেষকরা বলছেন, হরমুজ প্রণালি বন্ধ থাকলে প্রতিদিন প্রায় ২ কোটি ব্যারেল তেল সরবরাহ ব্যাহত হতে পারে। <box>873 1125 993 1185</box>
cell: ২৩ <box>11 1426 39 1452</box>
paragraph: আল্লাহ তায়ালা রমজান মাসকে বরকতময় করেছেন। এ মাসে কুরআন নাজিল হয়েছে। <box>8 1625 199 1653</box>
table-row <box>11 1400 191 1426</box>
paragraph: কর্মশালায় বিভিন্ন সরকারি-বেসরকারি প্রতিষ্ঠানের প্রতিনিধিরা অংশগ্রহণ করেন। তারা মানসিক স্বাস্থ্যসেবা উন্নয়নে বিভিন্ন সুপারিশ তুলে ধরেন। <box>340 1717 465 1809</box>
cell: ২২ <box>11 1400 39 1426</box>
paragraph: এদিকে সকল রাজনৈতিক দল আজকের অধিবেশনকে গুরুত্বপূর্ণ বলে মনে করছে। বিরোধী দলগুলোও অংশ নেবে বলে জানিয়েছে। <box>487 903 600 994</box>
paragraph: প্রধানমন্ত্রী বলেন, সিটি কর্পোরেশন ও পৌরসভাগুলোকে এ অভিযানে সক্রিয় ভূমিকা রাখতে হবে। এডিস মশার প্রজননস্থল ধ্বংস করতে হবে। <box>1134 710 1343 769</box>
divider <box>8 1019 599 1021</box>
tractor-headline-1: নড়াইলে হত্যাচেষ্টা নিজ <box>743 1309 857 1345</box>
paragraph: টস জিতে প্রথমে ব্যাট করে বাংলাদেশ নির্ধারিত ৫০ ওভারে ৬ উইকেট হারিয়ে ৩১২ রান সংগ্রহ করে। <box>1134 1886 1301 1930</box>
paragraph: জবাবে পাকিস্তান ৪২ ওভারে ২০৫ রানে অলআউট হয়ে যায়। ফলে ১০৭ রানের বড় জয় পায় বাংলাদেশ। <box>1134 1836 1440 1964</box>
ad-right-address: স্থায়ী কার্যালয়ঃ এঞ্জেল ডেভেলপার । ৩৫, খালিশ টিচার্স ২য় তলা রোড, খুলনা । শোরুমঃ বিভাগ রোড রোড রোড রোড ৮ম, আহসান পথ <box>1248 135 1474 156</box>
column-weather-deputy <box>613 227 860 2322</box>
paragraph: গতকাল (১১ মার্চ) সচিবালয়ে সাংবাদিকদের সঙ্গে আলাপকালে তিনি এসব কথা বলেন। <box>613 1082 860 1290</box>
tractor-brief <box>740 1304 859 1703</box>
paragraph: তিনি নির্বাচনের ফলাফল নিয়ে সন্তোষ প্রকাশ করে বলেন, জনগণ তাদের রায় দিয়েছে। সেই রায়কে সম্মান জানাতে হবে। <box>741 844 860 920</box>
dengue-headline-2: সারাদেশে পরিচ্ছন্নতা অভিযান শুরু:প্রধানমন্ত্রী <box>1158 470 1454 530</box>
table-header-row <box>11 1381 191 1400</box>
paragraph: তথ্য বিবরণী ॥ খুলনা সিটি কর্পোরেশনের প্রশাসক বলেছেন, মানসিক স্বাস্থ্যসেবাকে সরকারের মূল স্বাস্থ্যনীতির সঙ্গে সমন্বয় করে কাজ করতে হবে। <box>206 1651 331 1742</box>
continued-note: ২-এর পাতায় দেখুন <box>496 1814 577 1827</box>
fuel-headline-1: ভারতের কাছে জ্বালানি সহায়তা <box>617 1019 856 1041</box>
paragraph: ক্রীড়া প্রতিবেদক ॥ পাকিস্তানকে বড় ব্যবধানে হারিয়ে তিন ম্যাচের ওয়ানডে সিরিজ শুরু করেছে বাংলাদেশ। <box>1134 1836 1301 1880</box>
dengue-and-agni <box>1134 542 1476 1145</box>
